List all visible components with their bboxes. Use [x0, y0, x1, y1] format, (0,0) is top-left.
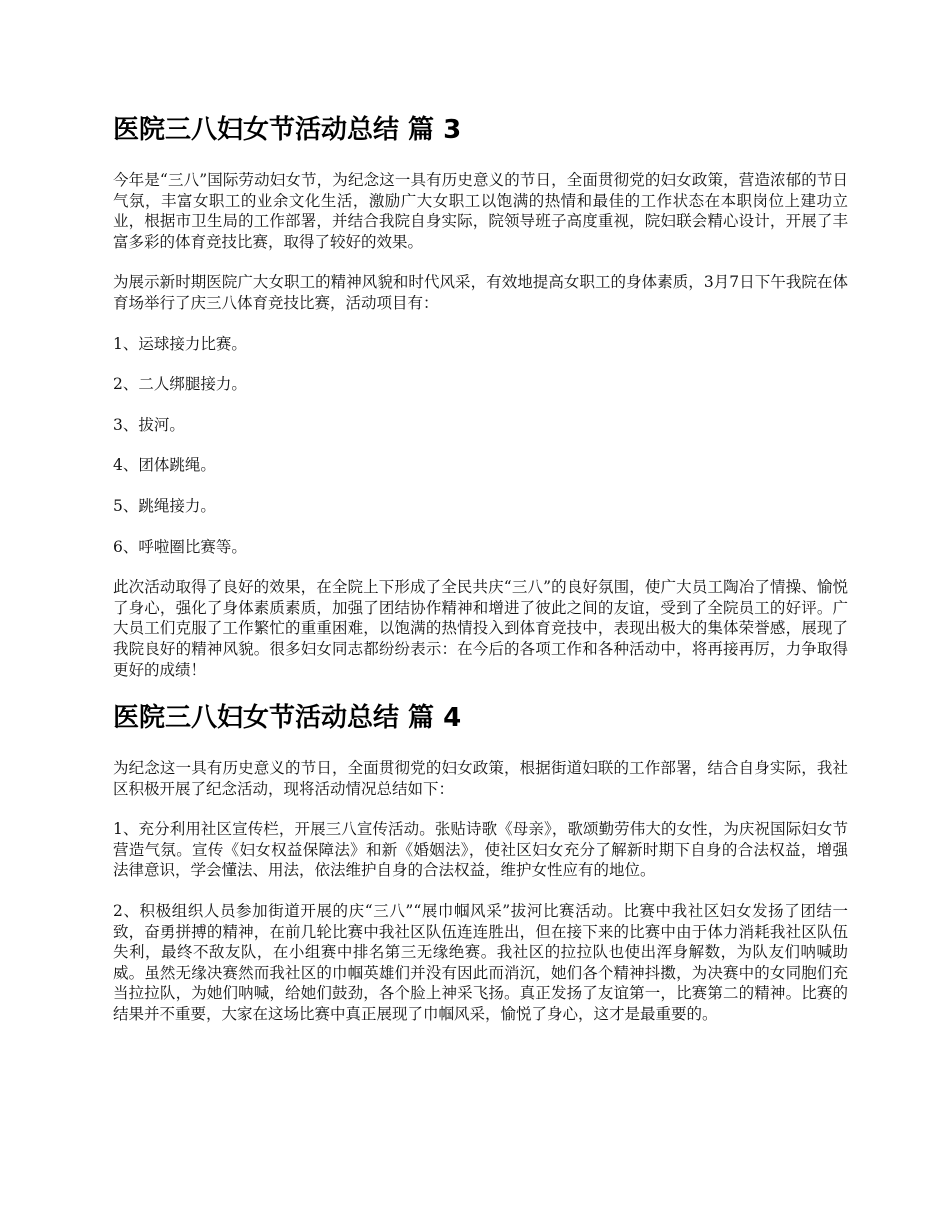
list-item: 5、跳绳接力。 [113, 496, 216, 515]
list-item: 2、二人绑腿接力。 [113, 375, 247, 394]
paragraph-intro: 为纪念这一具有历史意义的节日，全面贯彻党的妇女政策，根据街道妇联的工作部署，结合自身实际，我社区积极开展了纪念活动，现将活动情况总结如下： [113, 759, 848, 798]
section-title-4: 医院三八妇女节活动总结 篇 4 [113, 703, 462, 734]
list-item: 3、拔河。 [113, 415, 185, 434]
section-title-3: 医院三八妇女节活动总结 篇 3 [113, 115, 462, 145]
paragraph-intro: 今年是“三八”国际劳动妇女节，为纪念这一具有历史意义的节日，全面贯彻党的妇女政策，营造浓郁的节日气氛，丰富女职工的业余文化生活，激励广大女职工以饱满的热情和最佳的工作状态在本职岗位上建功立业，根据市卫生局的工作部署，并结合我院自身实际，院领导班子高度重视，院妇联会精心设计，开展了丰富多彩的体育竞技比赛，取得了较好的效果。 [113, 171, 848, 251]
paragraph-item-2: 2、积极组织人员参加街道开展的庆“三八”“展巾帼风采”拔河比赛活动。比赛中我社区妇女发扬了团结一致，奋勇拼搏的精神，在前几轮比赛中我社区队伍连连胜出，但在接下来的比赛中由于体力消耗我社区队伍失利，最终不敌友队，在小组赛中排名第三无缘绝赛。我社区的拉拉队也使出浑身解数，为队友们呐喊助威。虽然无缘决赛然而我社区的巾帼英雄们并没有因此而消沉，她们各个精神抖擞，为决赛中的女同胞们充当拉拉队，为她们呐喊，给她们鼓劲，各个脸上神采飞扬。真正发扬了友谊第一，比赛第二的精神。比赛的结果并不重要，大家在这场比赛中真正展现了巾帼风采，愉悦了身心，这才是最重要的。 [113, 902, 848, 1024]
paragraph-event: 为展示新时期医院广大女职工的精神风貌和时代风采，有效地提高女职工的身体素质，3月7日下午我院在体育场举行了庆三八体育竞技比赛，活动项目有： [113, 273, 848, 312]
paragraph-item-1: 1、充分利用社区宣传栏，开展三八宣传活动。张贴诗歌《母亲》，歌颂勤劳伟大的女性，为庆祝国际妇女节营造气氛。宣传《妇女权益保障法》和新《婚姻法》，使社区妇女充分了解新时期下自身的合法权益，增强法律意识，学会懂法、用法，依法维护自身的合法权益，维护女性应有的地位。 [113, 820, 848, 880]
list-item: 1、运球接力比赛。 [113, 334, 247, 353]
document-page [113, 112, 848, 1045]
list-item: 6、呼啦圈比赛等。 [113, 537, 247, 556]
list-item: 4、团体跳绳。 [113, 456, 216, 475]
paragraph-result: 此次活动取得了良好的效果，在全院上下形成了全民共庆“三八”的良好氛围，使广大员工陶冶了情操、愉悦了身心，强化了身体素质素质，加强了团结协作精神和增进了彼此之间的友谊，受到了全院员工的好评。广大员工们克服了工作繁忙的重重困难，以饱满的热情投入到体育竞技中，表现出极大的集体荣誉感，展现了我院良好的精神风貌。很多妇女同志都纷纷表示：在今后的各项工作和各种活动中，将再接再厉，力争取得更好的成绩！ [113, 578, 848, 679]
